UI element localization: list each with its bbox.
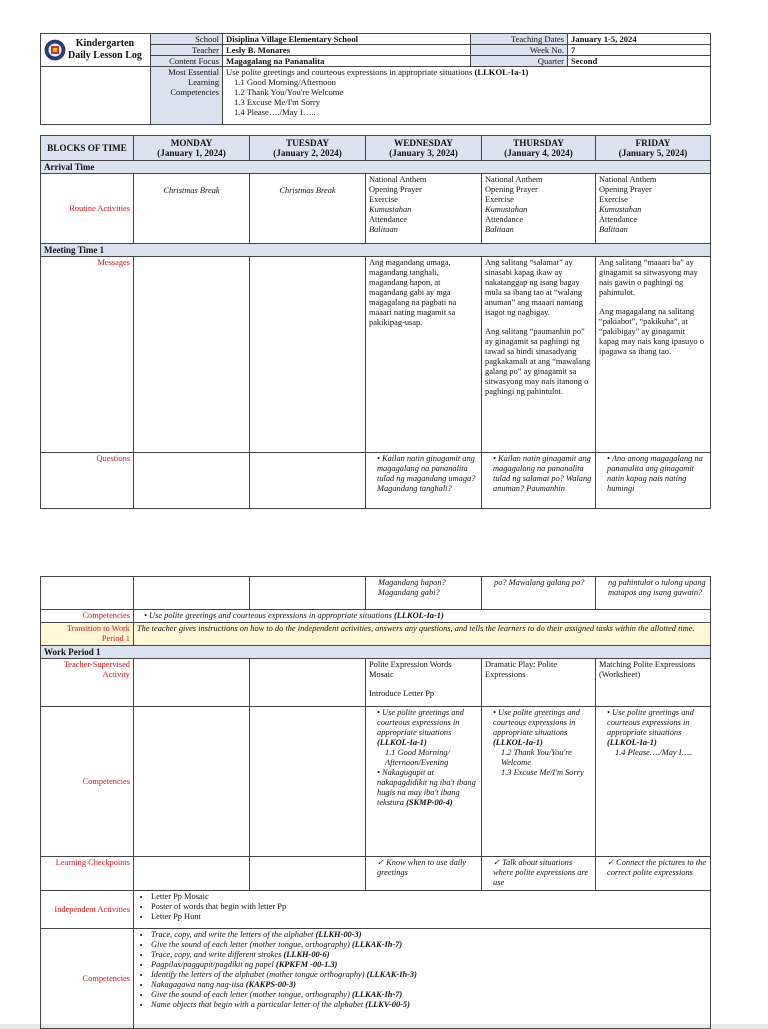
monday-routine: Christmas Break — [134, 174, 250, 244]
friday-header: FRIDAY (January 5, 2024) — [596, 136, 711, 161]
monday-tsa — [134, 659, 250, 707]
thursday-competencies: • Use polite greetings and courteous expressions in appropriate situations (LLKOL-Ia-1) 1.2 Thank You/You're Welcome 1.3 Excuse Me/I'm Sorry — [482, 707, 596, 857]
thursday-routine: National Anthem Opening Prayer Exercise Kumustahan Attendance Balitaan — [482, 174, 596, 244]
tuesday-header: TUESDAY (January 2, 2024) — [250, 136, 366, 161]
routine-activities-label: Routine Activities — [41, 174, 134, 244]
transition-text: The teacher gives instructions on how to do the independent activities, answers any questions, and tells the learners to do their assigned tasks within the allotted time. — [134, 623, 711, 646]
mec-code: (LLKOL-Ia-1) — [474, 67, 529, 77]
content-focus-value: Magagalang na Pananalita — [223, 56, 471, 67]
doc-title-line1: Kindergarten — [75, 38, 135, 49]
questions-label-continued — [41, 577, 134, 610]
questions-label: Questions — [41, 453, 134, 509]
wednesday-questions-cont: Magandang hapon? Magandang gabi? — [366, 577, 482, 610]
thursday-questions: • Kailan natin ginagamit ang magagalang na pananalita tulad ng salamat po? Walang anuman? Paumanhin — [482, 453, 596, 509]
doc-title-line2: Daily Lesson Log — [68, 50, 142, 61]
thursday-questions-cont: po? Mawalang galang po? — [482, 577, 596, 610]
friday-routine: National Anthem Opening Prayer Exercise Kumustahan Attendance Balitaan — [596, 174, 711, 244]
meeting-competencies: • Use polite greetings and courteous expressions in appropriate situations (LLKOL-Ia-1) — [134, 610, 711, 623]
tuesday-competencies — [250, 707, 366, 857]
messages-label: Messages — [41, 257, 134, 453]
friday-questions: • Ano anong magagalang na pananalita ang ginagamit natin kapag nais nating humingi — [596, 453, 711, 509]
wednesday-competencies: • Use polite greetings and courteous expressions in appropriate situations (LLKOL-Ia-1) 1.1 Good Morning/ Afternoon/Evening • Nakagugupit at nakapagdidikit ng iba't ibang hugis na may iba't ibang tekstura (SKMP-00-4) — [366, 707, 482, 857]
week-label: Week No. — [471, 45, 568, 56]
header-blank-cell — [41, 67, 151, 125]
mec-item: 1.1 Good Morning/Afternoon — [234, 77, 336, 87]
section-meeting-time-1: Meeting Time 1 — [41, 244, 711, 257]
tuesday-tsa — [250, 659, 366, 707]
teacher-supervised-label: Teacher-Supervised Activity — [41, 659, 134, 707]
friday-checkpoints: ✓ Connect the pictures to the correct polite expressions — [596, 857, 711, 891]
page-gap — [0, 520, 768, 556]
document-page-2 — [0, 556, 768, 1024]
header-table — [40, 33, 711, 125]
school-value: Disiplina Village Elementary School — [223, 34, 471, 45]
quarter-label: Quarter — [471, 56, 568, 67]
transition-label: Transition to Work Period 1 — [41, 623, 134, 646]
tuesday-questions — [250, 453, 366, 509]
teaching-dates-label: Teaching Dates — [471, 34, 568, 45]
mec-label: Most Essential Learning Competencies — [151, 67, 223, 125]
wednesday-header: WEDNESDAY (January 3, 2024) — [366, 136, 482, 161]
monday-questions-cont — [134, 577, 250, 610]
mec-item: 1.2 Thank You/You're Welcome — [234, 87, 344, 97]
friday-competencies: • Use polite greetings and courteous expressions in appropriate situations (LLKOL-Ia-1) 1.4 Please…./May I….. — [596, 707, 711, 857]
lesson-log-table-2 — [40, 576, 711, 1029]
section-work-period-1: Work Period 1 — [41, 646, 711, 659]
teacher-value: Lesly B. Monares — [223, 45, 471, 56]
school-label: School — [151, 34, 223, 45]
mec-item: 1.4 Please…./May I….. — [234, 107, 316, 117]
wednesday-tsa: Polite Expression Words Mosaic Introduce Letter Pp — [366, 659, 482, 707]
tuesday-questions-cont — [250, 577, 366, 610]
content-focus-label: Content Focus — [151, 56, 223, 67]
independent-activities-list: • Letter Pp Mosaic • Poster of words that begin with letter Pp • Letter Pp Hunt — [134, 891, 711, 929]
friday-questions-cont: ng pahintulot o tulong upang matapos ang isang gawain? — [596, 577, 711, 610]
lesson-log-table-1 — [40, 135, 711, 509]
thursday-checkpoints: ✓ Talk about situations where polite expressions are use — [482, 857, 596, 891]
mec-item: 1.3 Excuse Me/I'm Sorry — [234, 97, 321, 107]
wednesday-checkpoints: ✓ Know when to use daily greetings — [366, 857, 482, 891]
mec-value — [223, 67, 711, 125]
quarter-value: Second — [568, 56, 711, 67]
week-value: 7 — [568, 45, 711, 56]
tuesday-messages — [250, 257, 366, 453]
learning-checkpoints-label: Learning Checkpoints — [41, 857, 134, 891]
thursday-messages: Ang salitang “salamat” ay sinasabi kapag ikaw ay nakatanggap ng isang bagay mula sa ibang tao at “walang anuman” ang maaari namang isagot ng nagbigay. Ang salitang “paumanhin po” ay ginagamit sa paghingi ng tawad sa hindi sinasadyang pagkakamali at ang “mawalang galang po” ay ginagamit sa sitwasyong may nais itanong o paghingi ng pahintulot. — [482, 257, 596, 453]
monday-questions — [134, 453, 250, 509]
teaching-dates-value: January 1-5, 2024 — [568, 34, 711, 45]
monday-checkpoints — [134, 857, 250, 891]
mec-main: Use polite greetings and courteous expressions in appropriate situations — [226, 67, 473, 77]
friday-messages: Ang salitang “maaari ba” ay ginagamit sa sitwasyong may nais gawin o paghingi ng pahintulot. Ang magagalang na salitang “pakiabot”, “pakikuha”, at “pakibigay” ay ginagamit kapag may nais kang ipasuyo o ipagawa sa ibang tao. — [596, 257, 711, 453]
monday-header: MONDAY (January 1, 2024) — [134, 136, 250, 161]
deped-seal-icon — [44, 39, 66, 61]
ia-competencies-label: Competencies — [41, 929, 134, 1029]
work-competencies-label: Competencies — [41, 707, 134, 857]
thursday-header: THURSDAY (January 4, 2024) — [482, 136, 596, 161]
wednesday-routine: National Anthem Opening Prayer Exercise Kumustahan Attendance Balitaan — [366, 174, 482, 244]
monday-competencies — [134, 707, 250, 857]
teacher-label: Teacher — [151, 45, 223, 56]
section-arrival-time: Arrival Time — [41, 161, 711, 174]
blocks-of-time-header: BLOCKS OF TIME — [41, 136, 134, 161]
wednesday-messages: Ang magandang umaga, magandang tanghali, magandang hapon, at magandang gabi ay mga magagalang na pagbati na maaari nating magamit sa pakikipag-usap. — [366, 257, 482, 453]
tuesday-checkpoints — [250, 857, 366, 891]
monday-messages — [134, 257, 250, 453]
tuesday-routine: Christmas Break — [250, 174, 366, 244]
header-title-cell — [41, 34, 151, 67]
wednesday-questions: • Kailan natin ginagamit ang magagalang na pananalita tulad ng magandang umaga? Magandang tanghali? — [366, 453, 482, 509]
friday-tsa: Matching Polite Expressions (Worksheet) — [596, 659, 711, 707]
independent-activities-label: Independent Activities — [41, 891, 134, 929]
meeting-competencies-label: Competencies — [41, 610, 134, 623]
thursday-tsa: Dramatic Play: Polite Expressions — [482, 659, 596, 707]
ia-competencies-list: • Trace, copy, and write the letters of the alphabet (LLKH-00-3) • Give the sound of each letter (mother tongue, orthography) (LLKAK-Ih-7) • Trace, copy, and write different strokes (LLKH-00-6) • Pagpilas/paggupit/pagdikit ng papel (KPKFM -00-1.3) • Identify the letters of the alphabet (mother tongue orthography) (LLKAK-Ih-3) • Nakagagawa nang nag-iisa (KAKPS-00-3) • Give the sound of each letter (mother tongue, orthography) (LLKAK-Ih-7) • Name objects that begin with a particular letter of the alphabet (LLKV-00-5) — [134, 929, 711, 1029]
